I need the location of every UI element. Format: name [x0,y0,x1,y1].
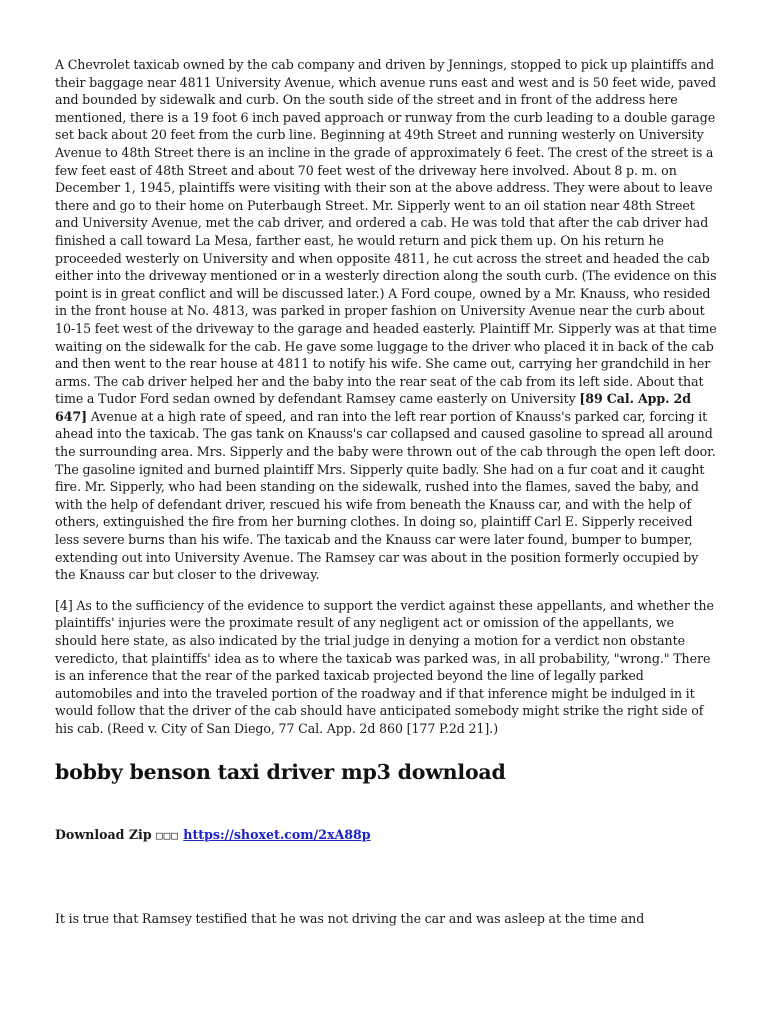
post-title: bobby benson taxi driver mp3 download [55,759,506,784]
download-arrows-icon: □□□ [156,828,179,842]
download-label: Download Zip [55,826,152,842]
paragraph-2: [4] As to the sufficiency of the evidence to support the verdict against these appellants, and whether the plaintiffs' injuries were the proximate result of any negligent act or omission of the appellants, we should here state, as also indicated by the trial judge in denying a motion for a verdict non obstante veredicto, that plaintiffs' idea as to where the taxicab was parked was, in all probability, "wrong." There is an inference that the rear of the parked taxicab projected beyond the line of legally parked automobiles and into the traveled portion of the roadway and if that inference might be indulged in it would follow that the driver of the cab should have anticipated somebody might strike the right side of his cab. (Reed v. City of San Diego, 77 Cal. App. 2d 860 [177 P.2d 21].) [55,597,714,736]
page-citation: [89 Cal. App. 2d 647] [55,391,692,424]
document-body [55,56,717,928]
paragraph-1 [55,56,717,584]
paragraph-3: It is true that Ramsey testified that he was not driving the car and was asleep at the time and [55,911,645,927]
paragraph-1-text-b: Avenue at a high rate of speed, and ran into the left rear portion of Knauss's parked car, forcing it ahead into the taxicab. The gas tank on Knauss's car collapsed and caused gasoline to spread all around the surrounding area. Mrs. Sipperly and the baby were thrown out of the cab through the open left door. The gasoline ignited and burned plaintiff Mrs. Sipperly quite badly. She had on a fur coat and it caught fire. Mr. Sipperly, who had been standing on the sidewalk, rushed into the flames, saved the baby, and with the help of defendant driver, rescued his wife from beneath the Knauss car, and with the help of others, extinguished the fire from her burning clothes. In doing so, plaintiff Carl E. Sipperly received less severe burns than his wife. The taxicab and the Knauss car were later found, bumper to bumper, extending out into University Avenue. The Ramsey car was about in the position formerly occupied by the Knauss car but closer to the driveway. [55,408,716,583]
paragraph-1-text-a: A Chevrolet taxicab owned by the cab company and driven by Jennings, stopped to pick up plaintiffs and their baggage near 4811 University Avenue, which avenue runs east and west and is 50 feet wide, paved and bounded by sidewalk and curb. On the south side of the street and in front of the address here mentioned, there is a 19 foot 6 inch paved approach or runway from the curb leading to a double garage set back about 20 feet from the curb line. Beginning at 49th Street and running westerly on University Avenue to 48th Street there is an incline in the grade of approximately 6 feet. The crest of the street is a few feet east of 48th Street and about 70 feet west of the driveway here involved. About 8 p. m. on December 1, 1945, plaintiffs were visiting with their son at the above address. They were about to leave there and go to their home on Puterbaugh Street. Mr. Sipperly went to an oil station near 48th Street and University Avenue, met the cab driver, and ordered a cab. He was told that after the cab driver had finished a call toward La Mesa, farther east, he would return and pick them up. On his return he proceeded westerly on University and when opposite 4811, he cut across the street and headed the cab either into the driveway mentioned or in a westerly direction along the south curb. (The evidence on this point is in great conflict and will be discussed later.) A Ford coupe, owned by a Mr. Knauss, who resided in the front house at No. 4813, was parked in proper fashion on University Avenue near the curb about 10-15 feet west of the driveway to the garage and headed easterly. Plaintiff Mr. Sipperly was at that time waiting on the sidewalk for the cab. He gave some luggage to the driver who placed it in back of the cab and then went to the rear house at 4811 to notify his wife. She came out, carrying her grandchild in her arms. The cab driver helped her and the baby into the rear seat of the cab from its left side. About that time a Tudor Ford sedan owned by defendant Ramsey came easterly on University [55,57,717,407]
download-link[interactable]: https://shoxet.com/2xA88p [183,826,371,842]
download-line [55,826,717,845]
